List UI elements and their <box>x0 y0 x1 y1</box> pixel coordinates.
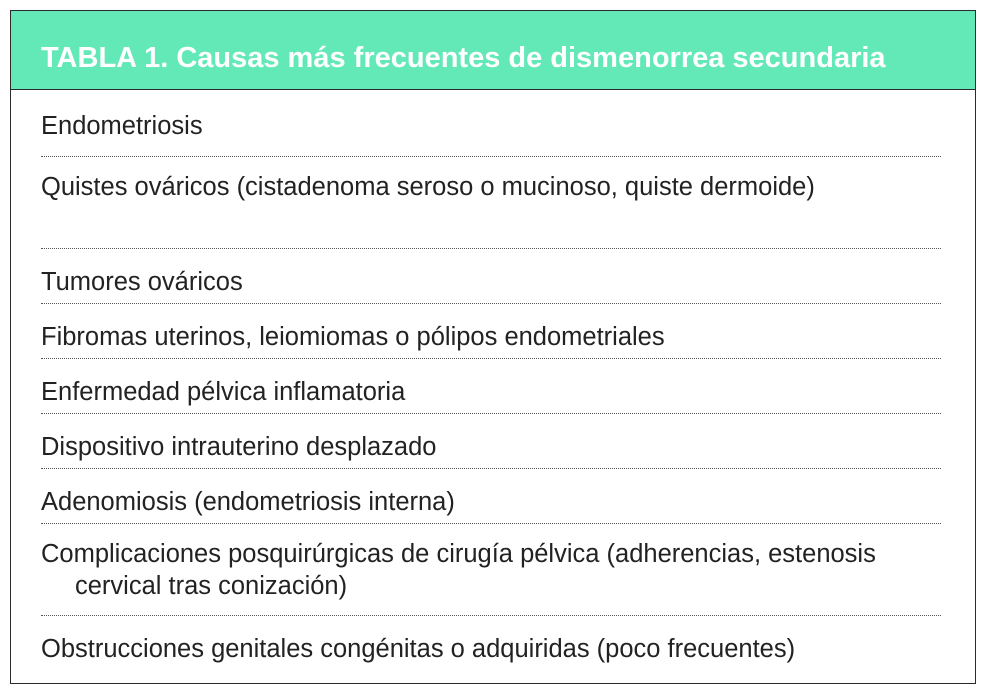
table-row: Obstrucciones genitales congénitas o adquiridas (poco frecuentes) <box>41 635 796 663</box>
causes-table <box>10 10 976 684</box>
table-row: Endometriosis <box>41 90 941 157</box>
table-row: Adenomiosis (endometriosis interna) <box>41 469 941 524</box>
table-header <box>11 11 975 90</box>
table-row: Dispositivo intrauterino desplazado <box>41 414 941 469</box>
table-row: Fibromas uterinos, leiomiomas o pólipos endometriales <box>41 304 941 359</box>
table-row: Enfermedad pélvica inflamatoria <box>41 359 941 414</box>
table-row: Tumores ováricos <box>41 249 941 304</box>
table-title: TABLA 1. Causas más frecuentes de dismenorrea secundaria <box>41 42 886 74</box>
table-row: Quistes ováricos (cistadenoma seroso o mucinoso, quiste dermoide) <box>41 157 941 249</box>
table-row: Complicaciones posquirúrgicas de cirugía pélvica (adherencias, estenosis cervical tras conización) <box>41 524 941 616</box>
table-body <box>11 90 975 671</box>
